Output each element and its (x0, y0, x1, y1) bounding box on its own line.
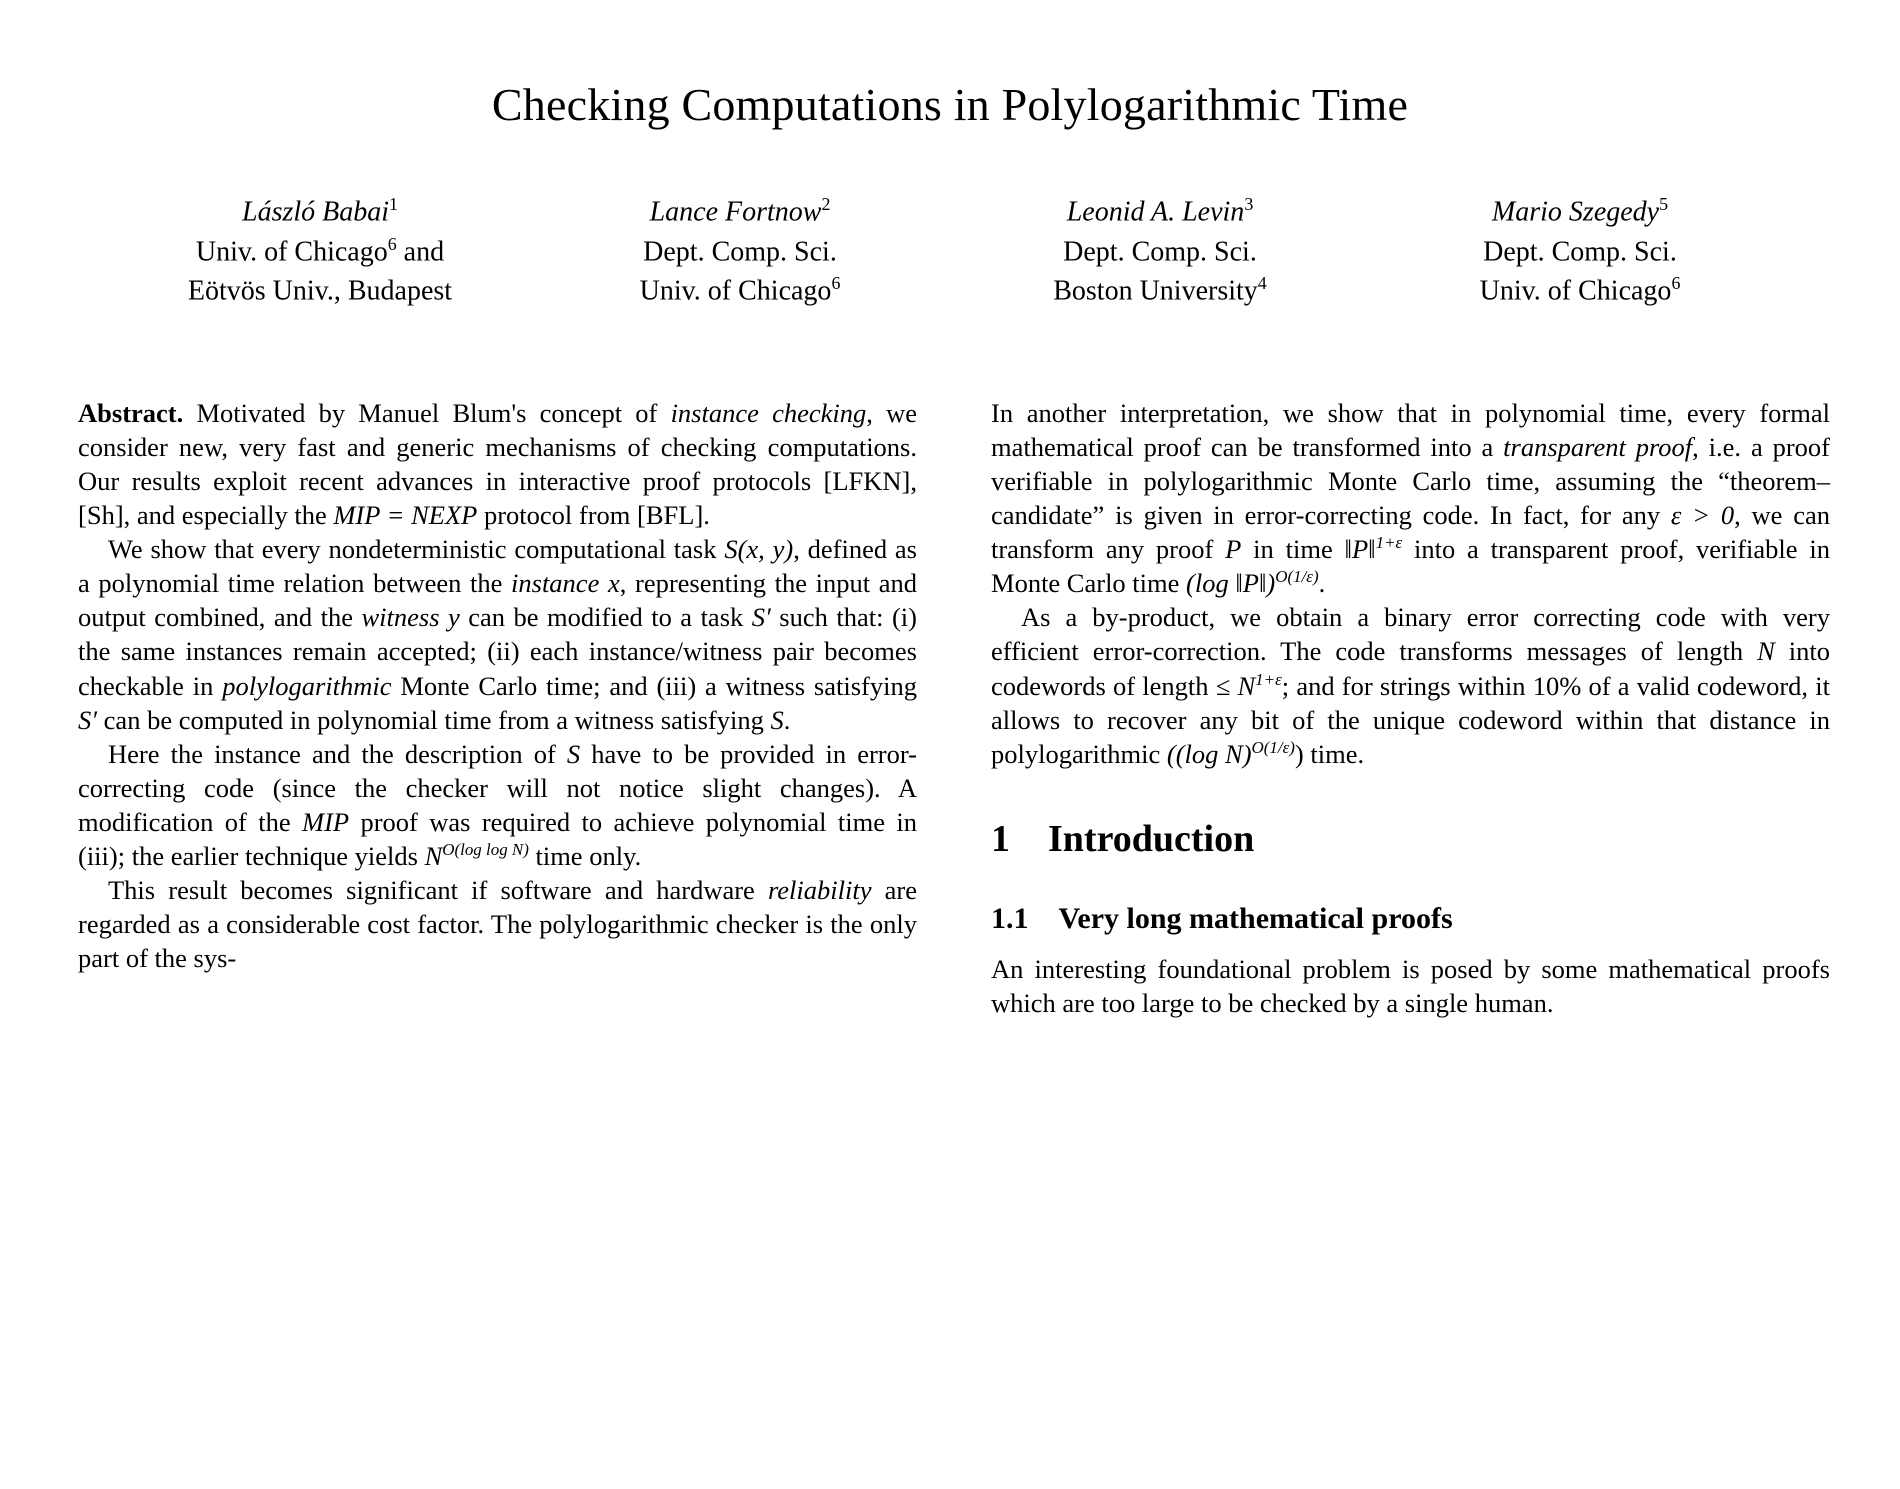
p2-math-sxy: S(x, y) (724, 534, 794, 565)
author-name (530, 193, 950, 231)
two-column-body (0, 396, 1900, 1020)
spacer (991, 938, 1830, 952)
paragraph-3 (78, 737, 917, 873)
author-affiliation-line2 (950, 272, 1370, 310)
p3-math-s: S (566, 738, 581, 769)
section-number: 1 (991, 817, 1010, 860)
author-name-text: Lance Fortnow (649, 196, 822, 228)
rp2-text-d: ) time. (1294, 738, 1365, 769)
abstract-label: Abstract. (78, 398, 184, 429)
author-affiliation-text: Dept. Comp. Sci. (643, 236, 837, 268)
right-column (991, 396, 1830, 1020)
rp2-math-leq-n: ≤ N (1215, 670, 1256, 701)
p2-text-d: can be modified to a task (459, 602, 752, 633)
section-heading-introduction (991, 815, 1830, 864)
p2-text-e: such that: (i) the same instances remain accepted; (ii) each instance/witness pair becomes checkable in (78, 602, 917, 701)
author-affiliation-text: Dept. Comp. Sci. (1063, 236, 1257, 268)
rp1-math-log-norm-p: (log ‖P‖) (1186, 568, 1276, 599)
author-affiliation-footnote: 4 (1257, 273, 1267, 294)
author-affiliation-line2 (530, 272, 950, 310)
rp1-math-norm-p-exponent: 1+ε (1375, 533, 1403, 553)
p3-math-mip: MIP (302, 806, 350, 837)
p2-text-a: We show that every nondeterministic computational task (108, 534, 725, 565)
subsection-title: Very long mathematical proofs (1058, 901, 1453, 935)
p4-text-a: This result becomes significant if software and hardware (108, 874, 768, 905)
author-block (530, 193, 950, 310)
rp2-math-n: N (1757, 636, 1775, 667)
abstract-math-mip-nexp: MIP = NEXP (333, 500, 478, 531)
author-affiliation-footnote: 6 (831, 273, 841, 294)
rp2-text-a: As a by-product, we obtain a binary error correcting code with very efficient error-correction. The code transforms messages of length (991, 602, 1830, 667)
author-name (110, 193, 530, 231)
rp1-text-c: , we can transform any proof (991, 500, 1830, 565)
author-affiliation-line1 (530, 233, 950, 271)
author-name (950, 193, 1370, 231)
right-paragraph-3: An interesting foundational problem is posed by some mathematical proofs which are too large to be checked by a single human. (991, 954, 1830, 1019)
rp2-math-leq-n-exponent: 1+ε (1255, 669, 1282, 689)
paragraph-2 (78, 532, 917, 736)
author-name-footnote: 5 (1659, 194, 1669, 214)
author-affiliation-tail: and (396, 236, 445, 268)
rp1-emph-transparent-proof: transparent proof (1503, 432, 1693, 463)
paper-page (0, 78, 1900, 1489)
rp1-text-b: , i.e. a proof verifiable in polylogarithmic Monte Carlo time, assuming the “theorem–candidate” is given in error-correcting code. In fact, for any (991, 432, 1830, 531)
subsection-number: 1.1 (991, 901, 1029, 935)
author-affiliation-line2 (110, 272, 530, 310)
subsection-heading-very-long-proofs (991, 900, 1830, 939)
abstract-emph-instance-checking: instance checking (670, 398, 867, 429)
rp1-math-epsilon-gt-zero: ε > 0 (1670, 500, 1735, 531)
p4-text-b: are regarded as a considerable cost factor. The polylogarithmic checker is the only part of the sys- (78, 874, 917, 973)
rp1-math-p: P (1225, 534, 1242, 565)
author-affiliation-text: Eötvös Univ., Budapest (187, 275, 453, 307)
author-affiliation-text: Univ. of Chicago (1479, 275, 1672, 307)
author-name-footnote: 3 (1244, 194, 1254, 214)
p2-emph-polylogarithmic: polylogarithmic (222, 670, 392, 701)
p2-emph-witness-y: witness y (361, 602, 460, 633)
abstract-text-b: , we consider new, very fast and generic mechanisms of checking computations. Our results exploit recent advances in interactive proof protocols [LFKN], [Sh], and especially the (78, 398, 917, 531)
rp1-text-a: In another interpretation, we show that in polynomial time, every formal mathematical proof can be transformed into a (991, 398, 1830, 463)
rp1-text-e: into a transparent proof, verifiable in Monte Carlo time (991, 534, 1830, 599)
p3-math-n-exponent: O(log log N) (442, 839, 529, 859)
p3-text-b: have to be provided in error-correcting code (since the checker will not notice slight changes). A modification of the (78, 738, 917, 837)
author-affiliation-footnote: 6 (387, 233, 397, 254)
right-paragraph-1 (991, 396, 1830, 600)
rp2-math-log-n-exponent: O(1/ε) (1251, 737, 1295, 757)
rp1-text-d: in time (1241, 534, 1345, 565)
p2-math-s-prime-2: S′ (78, 704, 98, 735)
p3-text-d: time only. (528, 840, 642, 871)
author-block (1370, 193, 1790, 310)
author-affiliation-text: Dept. Comp. Sci. (1483, 236, 1677, 268)
author-affiliation-line1 (110, 233, 530, 271)
p3-text-c: proof was required to achieve polynomial time in (iii); the earlier technique yields (78, 806, 917, 871)
p3-text-a: Here the instance and the description of (108, 738, 567, 769)
p2-text-b: , defined as a polynomial time relation between the (78, 534, 917, 599)
p4-emph-reliability: reliability (767, 874, 872, 905)
page-title: Checking Computations in Polylogarithmic Time (491, 79, 1409, 130)
rp1-math-log-norm-p-exponent: O(1/ε) (1275, 567, 1319, 587)
p2-math-s-prime: S′ (751, 602, 771, 633)
section-title: Introduction (1048, 817, 1255, 860)
p2-text-c: , representing the input and output combined, and the (78, 568, 918, 633)
p2-math-s: S (770, 704, 784, 735)
author-affiliation-text: Boston University (1053, 275, 1258, 307)
rp2-text-c: ; and for strings within 10% of a valid codeword, it allows to recover any bit of the unique codeword within that distance in polylogarithmic (991, 670, 1830, 769)
author-affiliation-text: Univ. of Chicago (639, 275, 832, 307)
paragraph-4 (78, 873, 917, 975)
p3-math-n: N (424, 840, 443, 871)
author-block (110, 193, 530, 310)
p2-text-h: . (783, 704, 791, 735)
rp1-text-f: . (1318, 568, 1326, 599)
author-name-text: Leonid A. Levin (1066, 196, 1245, 228)
author-name-footnote: 1 (389, 194, 398, 214)
p2-text-f: Monte Carlo time; and (iii) a witness satisfying (391, 670, 917, 701)
p2-emph-instance-x: instance x (511, 568, 620, 599)
left-column (78, 396, 917, 1020)
author-affiliation-line1 (950, 233, 1370, 271)
abstract-text-c: protocol from [BFL]. (477, 500, 710, 531)
abstract-text-a: Motivated by Manuel Blum's concept of (183, 398, 671, 429)
author-name (1370, 193, 1790, 231)
author-affiliation-line2 (1370, 272, 1790, 310)
rp2-math-log-n: ((log N) (1166, 738, 1252, 769)
p2-text-g: can be computed in polynomial time from a witness satisfying (97, 704, 771, 735)
abstract-paragraph (78, 396, 917, 532)
author-name-footnote: 2 (821, 194, 831, 214)
right-paragraph-2 (991, 600, 1830, 770)
rp2-text-b: into codewords of length (991, 636, 1830, 701)
rp1-math-norm-p: ‖P‖ (1344, 534, 1376, 565)
author-affiliation-line1 (1370, 233, 1790, 271)
author-name-text: László Babai (242, 196, 390, 228)
author-affiliation-text: Univ. of Chicago (195, 236, 388, 268)
author-name-text: Mario Szegedy (1491, 196, 1660, 228)
author-affiliation-footnote: 6 (1671, 273, 1681, 294)
author-block (950, 193, 1370, 310)
author-list (0, 193, 1900, 310)
